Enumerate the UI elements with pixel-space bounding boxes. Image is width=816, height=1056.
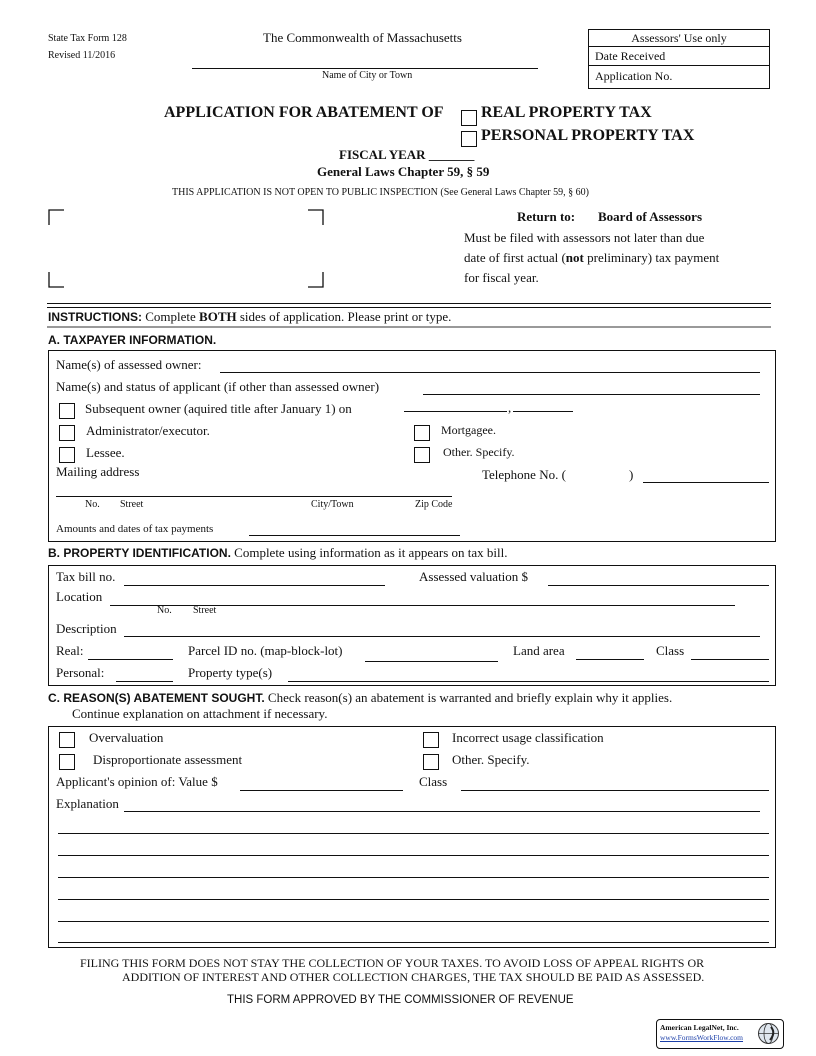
disproportionate-checkbox[interactable]	[59, 754, 75, 770]
explanation-line[interactable]	[58, 833, 769, 834]
city-town-input[interactable]	[192, 68, 538, 69]
administrator-checkbox[interactable]	[59, 425, 75, 441]
date-received-label: Date Received	[595, 49, 666, 63]
section-c-heading: C. REASON(S) ABATEMENT SOUGHT. Check reason(s) an abatement is warranted and briefly explain why it applies.	[48, 690, 673, 705]
subsequent-owner-date-input[interactable]	[404, 411, 507, 412]
instructions: INSTRUCTIONS: Complete BOTH sides of application. Please print or type.	[48, 309, 452, 324]
tax-payments-input[interactable]	[249, 535, 460, 536]
land-area-input[interactable]	[576, 659, 644, 660]
incorrect-usage-label: Incorrect usage classification	[452, 730, 604, 745]
real-input[interactable]	[88, 659, 173, 660]
location-street-label: Street	[193, 605, 217, 616]
application-title: APPLICATION FOR ABATEMENT OF	[164, 104, 444, 121]
corner-mark	[48, 209, 64, 225]
lessee-label: Lessee.	[86, 445, 125, 460]
section-b-box	[48, 565, 776, 686]
applicant-input[interactable]	[423, 394, 760, 395]
explanation-input[interactable]	[124, 811, 760, 812]
filing-warning-line2: ADDITION OF INTEREST AND OTHER COLLECTION CHARGES, THE TAX SHOULD BE PAID AS ASSESSED.	[122, 970, 705, 984]
application-no-label: Application No.	[595, 69, 673, 83]
other-reason-checkbox[interactable]	[423, 754, 439, 770]
assessed-valuation-label: Assessed valuation $	[419, 569, 529, 584]
disproportionate-label: Disproportionate assessment	[93, 752, 243, 767]
incorrect-usage-checkbox[interactable]	[423, 732, 439, 748]
commonwealth-title: The Commonwealth of Massachusetts	[263, 30, 462, 45]
filing-deadline-line2: date of first actual (not preliminary) tax payment	[464, 250, 720, 265]
other-reason-label: Other. Specify.	[452, 752, 530, 767]
section-a-title: A. TAXPAYER INFORMATION.	[48, 333, 217, 347]
mailing-address-label: Mailing address	[56, 464, 140, 479]
parcel-id-input[interactable]	[365, 661, 498, 662]
tax-bill-label: Tax bill no.	[56, 569, 116, 584]
subsequent-owner-checkbox[interactable]	[59, 403, 75, 419]
assessed-owner-input[interactable]	[220, 372, 760, 373]
address-no-label: No.	[85, 499, 100, 510]
assessed-owner-label: Name(s) of assessed owner:	[56, 357, 202, 372]
filing-deadline-line1: Must be filed with assessors not later than due	[464, 230, 705, 245]
class-label: Class	[656, 643, 685, 658]
personal-property-checkbox[interactable]	[461, 131, 477, 147]
section-b-heading: B. PROPERTY IDENTIFICATION. Complete using information as it appears on tax bill.	[48, 545, 508, 560]
comma: ,	[508, 400, 512, 415]
brand-logo	[656, 1019, 784, 1049]
explanation-label: Explanation	[56, 796, 119, 811]
other-status-checkbox[interactable]	[414, 447, 430, 463]
parcel-id-label: Parcel ID no. (map-block-lot)	[188, 643, 343, 658]
section-c-subtitle2: Continue explanation on attachment if necessary.	[72, 706, 328, 721]
personal-input[interactable]	[116, 681, 173, 682]
address-city-label: City/Town	[311, 499, 354, 510]
form-number: State Tax Form 128	[48, 33, 127, 44]
telephone-input[interactable]	[643, 482, 769, 483]
brand-name: American LegalNet, Inc.	[660, 1023, 739, 1032]
board-of-assessors: Board of Assessors	[598, 209, 703, 224]
property-type-input[interactable]	[288, 681, 769, 682]
land-area-label: Land area	[513, 643, 565, 658]
real-property-checkbox[interactable]	[461, 110, 477, 126]
description-label: Description	[56, 621, 117, 636]
globe-icon	[757, 1022, 780, 1045]
other-status-label: Other. Specify.	[443, 445, 515, 459]
explanation-line[interactable]	[58, 942, 769, 943]
personal-property-label: PERSONAL PROPERTY TAX	[481, 127, 695, 144]
opinion-class-label: Class	[419, 774, 448, 789]
filing-deadline-line3: for fiscal year.	[464, 270, 539, 285]
opinion-value-input[interactable]	[240, 790, 403, 791]
subsequent-owner-label: Subsequent owner (aquired title after January 1) on	[85, 401, 352, 416]
assessed-valuation-input[interactable]	[548, 585, 769, 586]
city-town-label: Name of City or Town	[322, 70, 413, 81]
return-to-label: Return to:	[517, 209, 576, 224]
corner-mark	[308, 209, 324, 225]
address-street-label: Street	[120, 499, 144, 510]
mortgagee-checkbox[interactable]	[414, 425, 430, 441]
assessors-use-box	[588, 29, 770, 89]
personal-label: Personal:	[56, 665, 105, 680]
class-input[interactable]	[691, 659, 769, 660]
tax-bill-input[interactable]	[124, 585, 385, 586]
explanation-line[interactable]	[58, 899, 769, 900]
telephone-label: Telephone No. (	[482, 467, 566, 482]
revised-date: Revised 11/2016	[48, 50, 116, 61]
overvaluation-label: Overvaluation	[89, 730, 164, 745]
divider	[47, 303, 771, 308]
location-label: Location	[56, 589, 103, 604]
property-type-label: Property type(s)	[188, 665, 273, 680]
explanation-line[interactable]	[58, 921, 769, 922]
telephone-close-paren: )	[629, 467, 634, 482]
brand-url[interactable]: www.FormsWorkFlow.com	[660, 1033, 744, 1042]
administrator-label: Administrator/executor.	[86, 423, 210, 438]
filing-warning-line1: FILING THIS FORM DOES NOT STAY THE COLLECTION OF YOUR TAXES. TO AVOID LOSS OF APPEAL RIGHTS OR	[80, 956, 705, 970]
public-inspection-notice: THIS APPLICATION IS NOT OPEN TO PUBLIC INSPECTION (See General Laws Chapter 59, § 60)	[172, 187, 589, 198]
assessors-use-title: Assessors' Use only	[589, 30, 769, 47]
subsequent-owner-year-input[interactable]	[513, 411, 573, 412]
applicant-label: Name(s) and status of applicant (if other than assessed owner)	[56, 379, 380, 394]
real-label: Real:	[56, 643, 84, 658]
approved-notice: THIS FORM APPROVED BY THE COMMISSIONER OF REVENUE	[227, 994, 574, 1006]
fiscal-year: FISCAL YEAR _______	[339, 147, 475, 162]
explanation-line[interactable]	[58, 855, 769, 856]
tax-payments-label: Amounts and dates of tax payments	[56, 523, 214, 535]
address-zip-label: Zip Code	[415, 499, 453, 510]
corner-mark	[48, 272, 64, 288]
general-laws: General Laws Chapter 59, § 59	[317, 164, 490, 179]
corner-mark	[308, 272, 324, 288]
location-no-label: No.	[157, 605, 172, 616]
lessee-checkbox[interactable]	[59, 447, 75, 463]
overvaluation-checkbox[interactable]	[59, 732, 75, 748]
description-input[interactable]	[124, 636, 760, 637]
opinion-value-label: Applicant's opinion of: Value $	[56, 774, 218, 789]
divider	[47, 326, 771, 328]
mortgagee-label: Mortgagee.	[441, 423, 496, 437]
opinion-class-input[interactable]	[461, 790, 769, 791]
real-property-label: REAL PROPERTY TAX	[481, 104, 652, 121]
mailing-address-input[interactable]	[56, 496, 452, 497]
explanation-line[interactable]	[58, 877, 769, 878]
